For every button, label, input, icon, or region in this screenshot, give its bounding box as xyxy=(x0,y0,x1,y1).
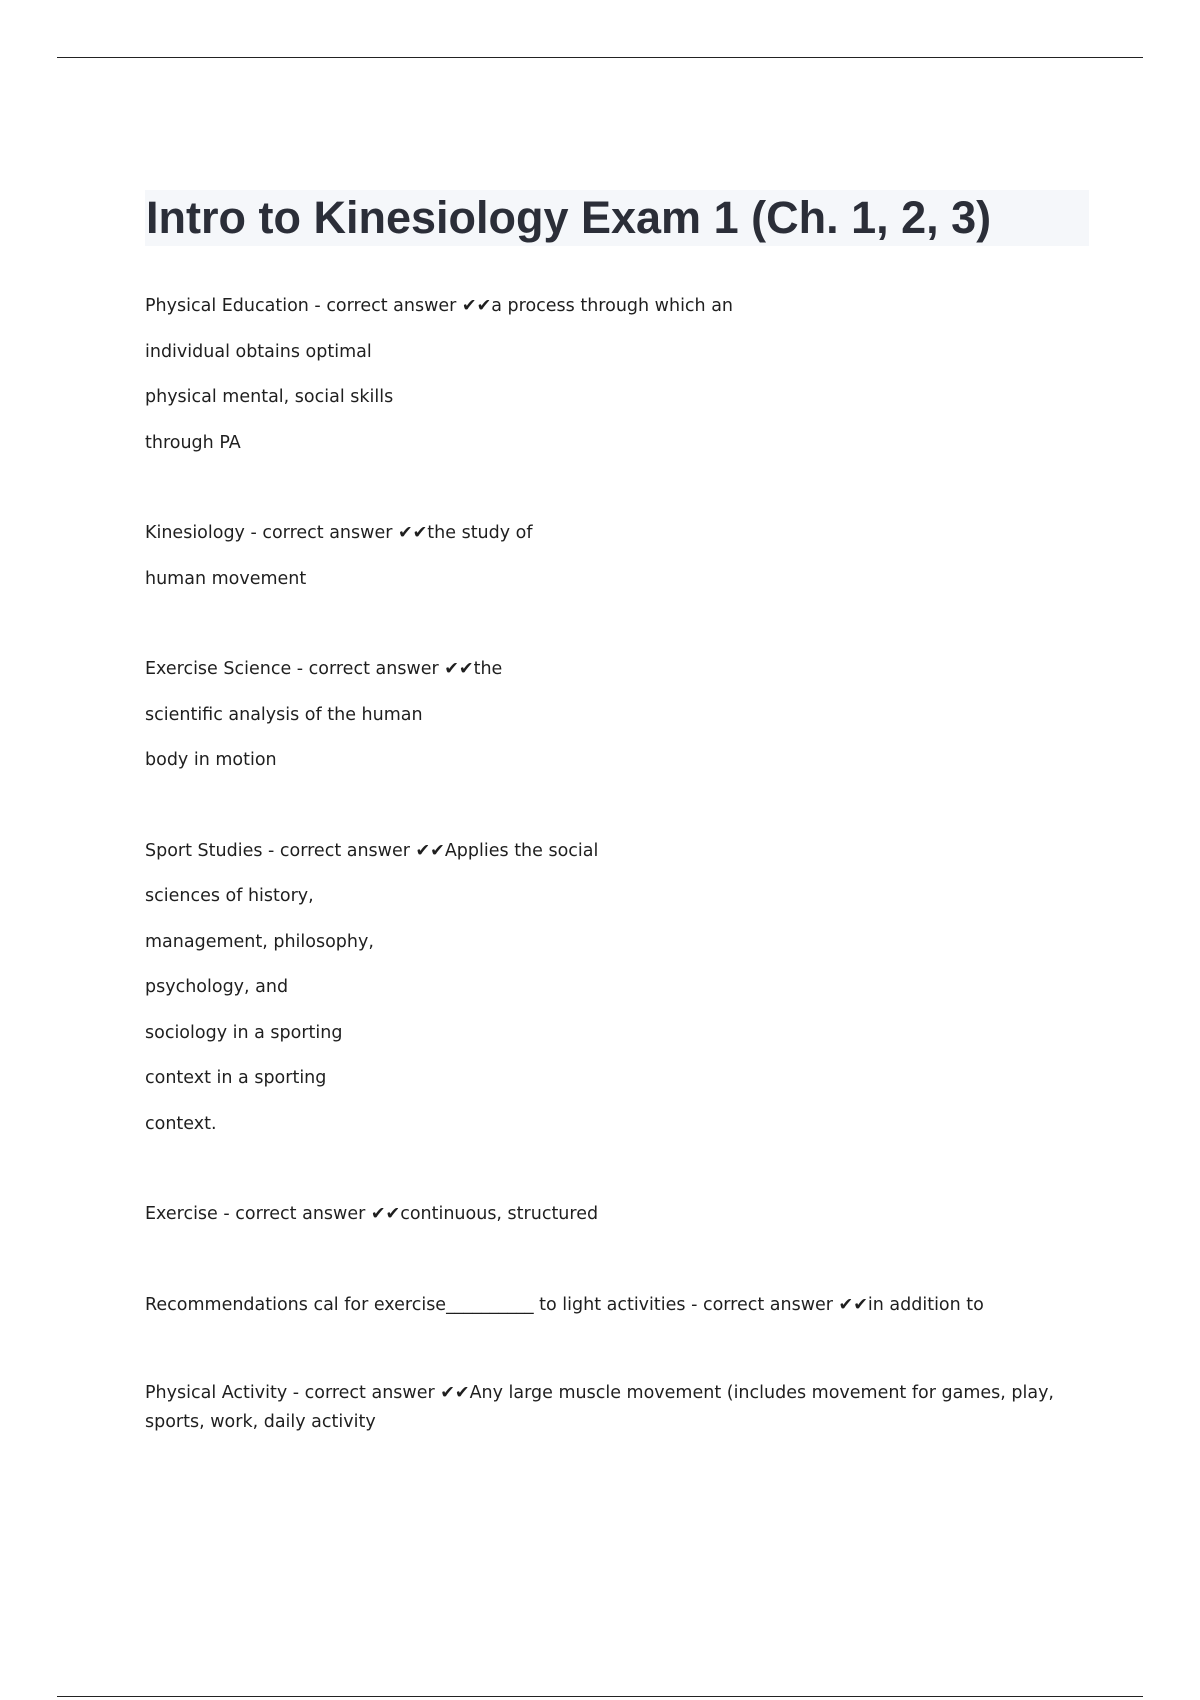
entry-line: through PA xyxy=(145,432,241,453)
entry-line: Kinesiology - correct answer ✔✔the study of xyxy=(145,523,533,543)
entry-recommendations xyxy=(145,1289,1095,1335)
entry-line: Sport Studies - correct answer ✔✔Applies the social xyxy=(145,840,599,861)
entry-line: individual obtains optimal xyxy=(145,341,372,362)
entry-kinesiology xyxy=(145,517,1095,608)
document-title: Intro to Kinesiology Exam 1 (Ch. 1, 2, 3) xyxy=(145,190,1089,246)
entry-line: human movement xyxy=(145,568,307,589)
entry-line: sociology in a sporting xyxy=(145,1022,343,1043)
entry-physical-activity xyxy=(145,1379,1095,1437)
bottom-rule xyxy=(57,1696,1143,1697)
entry-line: management, philosophy, xyxy=(145,931,374,952)
entry-line: Recommendations cal for exercise__________ to light activities - correct answer ✔✔in addition to xyxy=(145,1294,984,1315)
flashcard-list xyxy=(145,290,1095,1482)
entry-line: Exercise Science - correct answer ✔✔the xyxy=(145,659,503,679)
entry-exercise-science xyxy=(145,653,1095,790)
entry-exercise xyxy=(145,1198,1095,1244)
entry-line: Physical Education - correct answer ✔✔a process through which an xyxy=(145,296,734,316)
entry-line: psychology, and xyxy=(145,977,289,997)
entry-physical-education xyxy=(145,290,1095,472)
entry-line: sciences of history, xyxy=(145,886,314,906)
entry-line: body in motion xyxy=(145,750,277,770)
entry-line: Exercise - correct answer ✔✔continuous, structured xyxy=(145,1204,599,1224)
entry-sport-studies xyxy=(145,835,1095,1154)
entry-paragraph: Physical Activity - correct answer ✔✔Any large muscle movement (includes movement for games, play, sports, work, daily activity xyxy=(145,1383,1054,1432)
entry-line: physical mental, social skills xyxy=(145,387,394,407)
entry-line: context in a sporting xyxy=(145,1068,327,1088)
top-rule xyxy=(57,57,1143,58)
entry-line: scientific analysis of the human xyxy=(145,704,423,725)
entry-line: context. xyxy=(145,1113,217,1134)
